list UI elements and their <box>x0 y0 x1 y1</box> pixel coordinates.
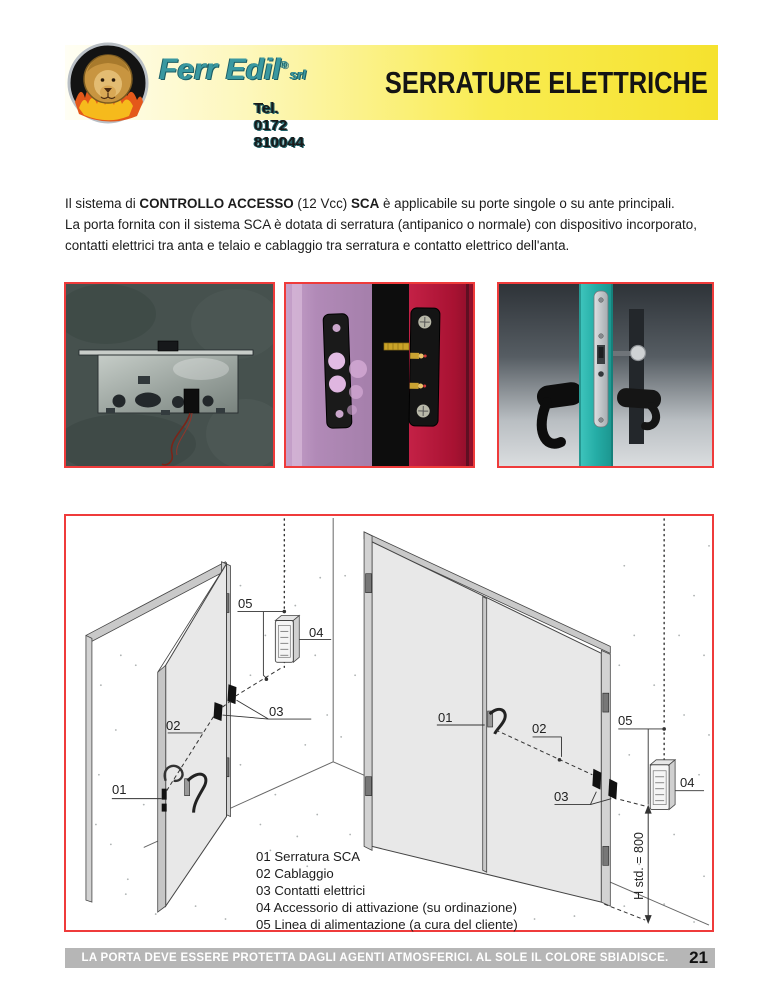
intro-seg: (12 Vcc) <box>293 196 351 212</box>
door-edge-lock-image <box>499 284 712 466</box>
callout-left-01: 01 <box>112 782 127 797</box>
electrical-contacts-image <box>286 284 473 466</box>
lion-logo-graphic <box>67 42 149 124</box>
phone-number: Tel. 0172 810044 <box>254 100 305 151</box>
footer-notice: LA PORTA DEVE ESSERE PROTETTA DAGLI AGENTI ATMOSFERICI. AL SOLE IL COLORE SBIADISCE. <box>81 952 669 964</box>
header-band <box>65 45 718 151</box>
diagram-legend <box>256 848 518 933</box>
registered-mark: ® <box>280 60 289 71</box>
callout-left-02: 02 <box>166 718 181 733</box>
installation-diagram <box>64 514 714 932</box>
intro-bold-sca: SCA <box>350 196 380 212</box>
brand-text: Ferr Edil <box>159 53 281 86</box>
footer-bar <box>65 948 715 968</box>
page-title: SERRATURE ELETTRICHE <box>385 65 708 100</box>
brand-suffix: srl <box>290 67 306 82</box>
legend-item-04: 04 Accessorio di attivazione (su ordinazione) <box>256 900 517 915</box>
intro-paragraph-2: La porta fornita con il sistema SCA è dotata di serratura (antipanico o normale) con dispositivo incorporato, contatti elettrici tra anta e telaio e cablaggio tra serratura e contatto elettrico dell'anta. <box>65 217 697 254</box>
callout-left-05: 05 <box>238 596 253 611</box>
brand-name <box>159 53 306 151</box>
photo-door-edge-lock <box>497 282 714 468</box>
page-number: 21 <box>689 948 708 967</box>
photo-electrical-contacts <box>284 282 475 468</box>
callout-left-03: 03 <box>269 704 284 719</box>
lion-logo <box>67 42 149 124</box>
intro-seg: è applicabile su porte singole o su ante principali. <box>379 196 675 212</box>
lock-mechanism-image <box>66 284 273 466</box>
legend-item-03: 03 Contatti elettrici <box>256 883 366 898</box>
callout-right-01: 01 <box>438 710 453 725</box>
intro-seg: Il sistema di <box>65 196 140 212</box>
legend-item-05: 05 Linea di alimentazione (a cura del cliente) <box>256 917 518 932</box>
callout-right-02: 02 <box>532 721 547 736</box>
intro-paragraph <box>65 193 715 256</box>
callout-right-05: 05 <box>618 713 633 728</box>
callout-right-03: 03 <box>554 789 569 804</box>
callout-left-04: 04 <box>309 625 324 640</box>
photo-lock-mechanism <box>64 282 275 468</box>
legend-item-02: 02 Cablaggio <box>256 866 334 881</box>
callout-right-04: 04 <box>680 775 695 790</box>
height-dimension-label: H std. = 800 <box>632 832 646 900</box>
legend-item-01: 01 Serratura SCA <box>256 849 361 864</box>
intro-bold-controllo-accesso: CONTROLLO ACCESSO <box>139 196 294 212</box>
